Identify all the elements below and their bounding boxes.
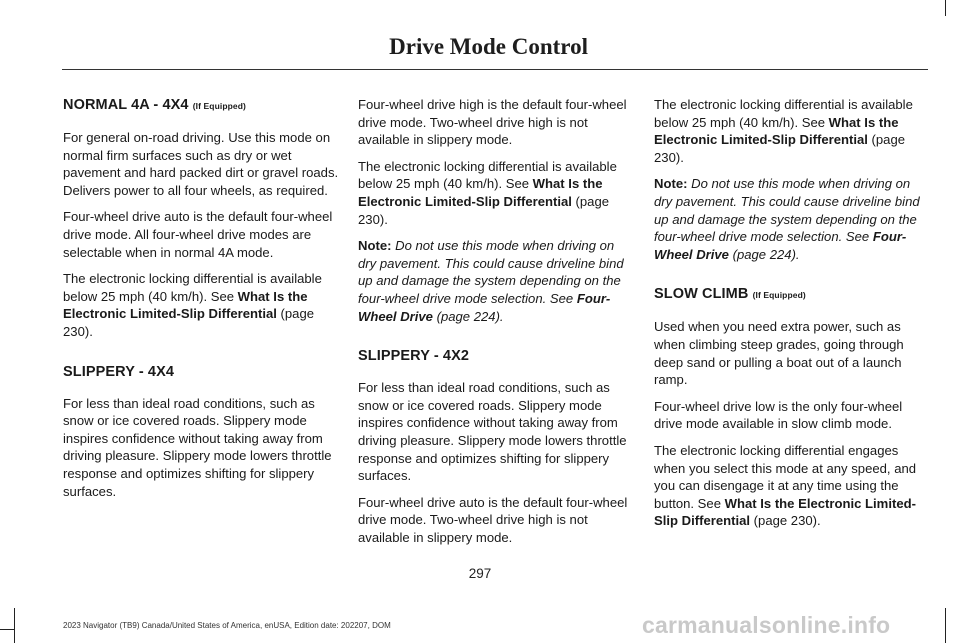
- cross-reference-link[interactable]: What Is the Electronic Limited-Slip Differential: [63, 288, 308, 322]
- paragraph: For general on-road driving. Use this mode on normal firm surfaces such as dry or wet pavement and hard packed dirt or gravel roads. Delivers power to all four wheels, as required.: [63, 130, 339, 198]
- crop-mark-bottom-left-h: [0, 629, 14, 630]
- paragraph: The electronic locking differential is available below 25 mph (40 km/h). See What Is the Electronic Limited-Slip Differential (page 230).: [358, 158, 617, 227]
- paragraph: The electronic locking differential is available below 25 mph (40 km/h). See What Is the Electronic Limited-Slip Differential (page 230).: [654, 97, 913, 165]
- paragraph: For less than ideal road conditions, such as snow or ice covered roads. Slippery mode inspires confidence without taking away from driving pleasure. Slippery mode lowers throttle response and optimizes shifting for slippery surfaces.: [63, 395, 332, 499]
- paragraph: The electronic locking differential is available below 25 mph (40 km/h). See What Is the Electronic Limited-Slip Differential (page 230).: [63, 271, 322, 339]
- cross-reference-link[interactable]: What Is the Electronic Limited-Slip Differential: [358, 176, 603, 209]
- cross-reference-link[interactable]: Four-Wheel Drive: [654, 229, 907, 262]
- paragraph: For less than ideal road conditions, such as snow or ice covered roads. Slippery mode inspires confidence without taking away from driving pleasure. Slippery mode lowers throttle response and optimizes shifting for slippery surfaces.: [358, 380, 627, 484]
- edition-footer: 2023 Navigator (TB9) Canada/United States of America, enUSA, Edition date: 202207, DOM: [63, 621, 391, 630]
- note: Note: Do not use this mode when driving on dry pavement. This could cause driveline bind up and damage the system depending on the four-wheel drive mode selection. See Four-Wheel Drive (page 224).: [654, 176, 920, 262]
- if-equipped-tag: (If Equipped): [752, 290, 806, 301]
- page-number: 297: [468, 566, 492, 581]
- paragraph: Four-wheel drive high is the default four-wheel drive mode. Two-wheel drive high is not available in slippery mode.: [358, 97, 627, 148]
- heading-normal-4a-4x4: NORMAL 4A - 4X4 (If Equipped): [63, 97, 246, 113]
- heading-slippery-4x4: SLIPPERY - 4X4: [63, 363, 174, 380]
- note: Note: Do not use this mode when driving on dry pavement. This could cause driveline bind up and damage the system depending on the four-wheel drive mode selection. See Four-Wheel Drive (page 224).: [358, 238, 624, 324]
- crop-mark-top-right-v: [945, 0, 946, 16]
- crop-mark-bottom-right-v: [945, 608, 946, 643]
- column-2: [358, 96, 634, 555]
- column-3: [654, 96, 930, 539]
- cross-reference-link[interactable]: What Is the Electronic Limited-Slip Differential: [654, 114, 899, 148]
- watermark: carmanualsonline.info: [642, 612, 891, 638]
- header-rule: [62, 69, 928, 70]
- if-equipped-tag: (If Equipped): [192, 101, 246, 111]
- paragraph: Used when you need extra power, such as when climbing steep grades, going through deep sand or pulling a boat out of a launch ramp.: [654, 319, 904, 388]
- heading-slippery-4x2: SLIPPERY - 4X2: [358, 348, 469, 365]
- crop-mark-bottom-left-v: [14, 608, 15, 643]
- cross-reference-link[interactable]: What Is the Electronic Limited-Slip Differential: [654, 495, 916, 529]
- paragraph: The electronic locking differential engages when you select this mode at any speed, and you can disengage it at any time using the button. See What Is the Electronic Limited-Slip Differential (page 230).: [654, 442, 917, 529]
- paragraph: Four-wheel drive low is the only four-wheel drive mode available in slow climb mode.: [654, 398, 903, 432]
- column-1: [63, 96, 339, 509]
- paragraph: Four-wheel drive auto is the default four-wheel drive mode. All four-wheel drive modes are selectable when in normal 4A mode.: [63, 209, 333, 260]
- cross-reference-link[interactable]: Four-Wheel Drive: [358, 290, 611, 324]
- heading-slow-climb: SLOW CLIMB (If Equipped): [654, 286, 806, 303]
- paragraph: Four-wheel drive auto is the default four-wheel drive mode. Two-wheel drive high is not available in slippery mode.: [358, 494, 628, 545]
- page-title: Drive Mode Control: [389, 34, 588, 59]
